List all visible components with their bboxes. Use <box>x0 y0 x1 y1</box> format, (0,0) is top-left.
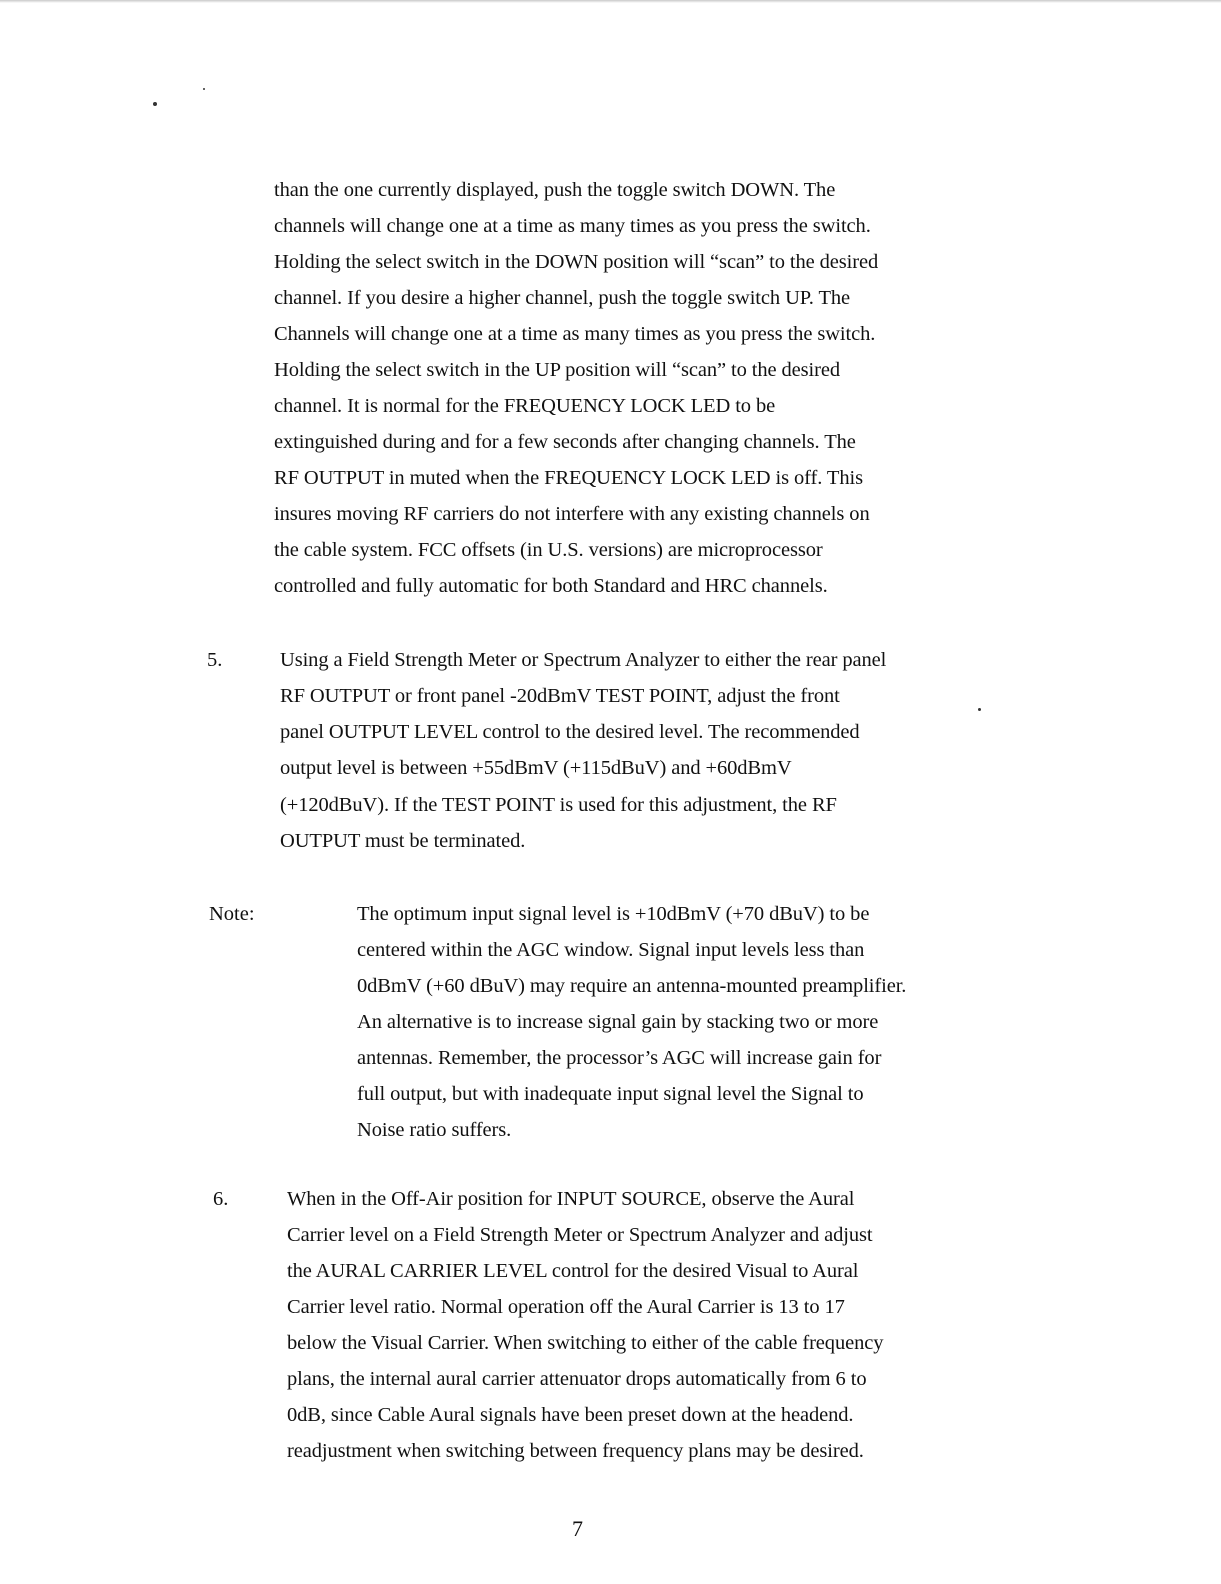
step-line: the AURAL CARRIER LEVEL control for the desired Visual to Aural <box>287 1260 859 1282</box>
scan-edge-shadow <box>0 0 1221 3</box>
step-line: Using a Field Strength Meter or Spectrum Analyzer to either the rear panel <box>280 649 887 671</box>
note-label: Note: <box>209 903 255 925</box>
scan-speck <box>203 88 205 90</box>
paragraph-line: RF OUTPUT in muted when the FREQUENCY LOCK LED is off. This <box>274 467 863 489</box>
step-line: When in the Off-Air position for INPUT SOURCE, observe the Aural <box>287 1188 855 1210</box>
step-line: output level is between +55dBmV (+115dBuV) and +60dBmV <box>280 757 792 779</box>
paragraph-line: channel. It is normal for the FREQUENCY LOCK LED to be <box>274 395 776 417</box>
step-number: 5. <box>207 649 223 671</box>
paragraph-line: channel. If you desire a higher channel, push the toggle switch UP. The <box>274 287 851 309</box>
paragraph-line: Channels will change one at a time as many times as you press the switch. <box>274 323 876 345</box>
step-line: 0dB, since Cable Aural signals have been preset down at the headend. <box>287 1404 854 1426</box>
page-number: 7 <box>572 1516 583 1541</box>
step-line: plans, the internal aural carrier attenuator drops automatically from 6 to <box>287 1368 867 1390</box>
step-line: panel OUTPUT LEVEL control to the desired level. The recommended <box>280 721 860 743</box>
note-line: An alternative is to increase signal gain by stacking two or more <box>357 1011 879 1033</box>
paragraph-line: Holding the select switch in the DOWN position will “scan” to the desired <box>274 251 879 273</box>
paragraph-line: channels will change one at a time as many times as you press the switch. <box>274 215 871 237</box>
scan-speck <box>153 102 157 106</box>
note-line: full output, but with inadequate input signal level the Signal to <box>357 1083 864 1105</box>
paragraph-line: the cable system. FCC offsets (in U.S. versions) are microprocessor <box>274 539 823 561</box>
note-line: The optimum input signal level is +10dBmV (+70 dBuV) to be <box>357 903 870 925</box>
step-line: Carrier level ratio. Normal operation off the Aural Carrier is 13 to 17 <box>287 1296 845 1318</box>
step-line: RF OUTPUT or front panel -20dBmV TEST POINT, adjust the front <box>280 685 840 707</box>
step-line: OUTPUT must be terminated. <box>280 830 526 852</box>
note-line: centered within the AGC window. Signal input levels less than <box>357 939 865 961</box>
note-line: Noise ratio suffers. <box>357 1119 512 1141</box>
step-number: 6. <box>213 1188 229 1210</box>
step-line: readjustment when switching between frequency plans may be desired. <box>287 1440 864 1462</box>
paragraph-line: controlled and fully automatic for both Standard and HRC channels. <box>274 575 828 597</box>
paragraph-line: insures moving RF carriers do not interfere with any existing channels on <box>274 503 870 525</box>
step-line: (+120dBuV). If the TEST POINT is used for this adjustment, the RF <box>280 794 837 816</box>
paragraph-line: Holding the select switch in the UP position will “scan” to the desired <box>274 359 841 381</box>
note-line: 0dBmV (+60 dBuV) may require an antenna-mounted preamplifier. <box>357 975 907 997</box>
paragraph-line: than the one currently displayed, push the toggle switch DOWN. The <box>274 179 836 201</box>
scan-speck <box>978 708 981 711</box>
paragraph-line: extinguished during and for a few seconds after changing channels. The <box>274 431 856 453</box>
step-line: Carrier level on a Field Strength Meter or Spectrum Analyzer and adjust <box>287 1224 873 1246</box>
step-line: below the Visual Carrier. When switching to either of the cable frequency <box>287 1332 884 1354</box>
note-line: antennas. Remember, the processor’s AGC will increase gain for <box>357 1047 882 1069</box>
